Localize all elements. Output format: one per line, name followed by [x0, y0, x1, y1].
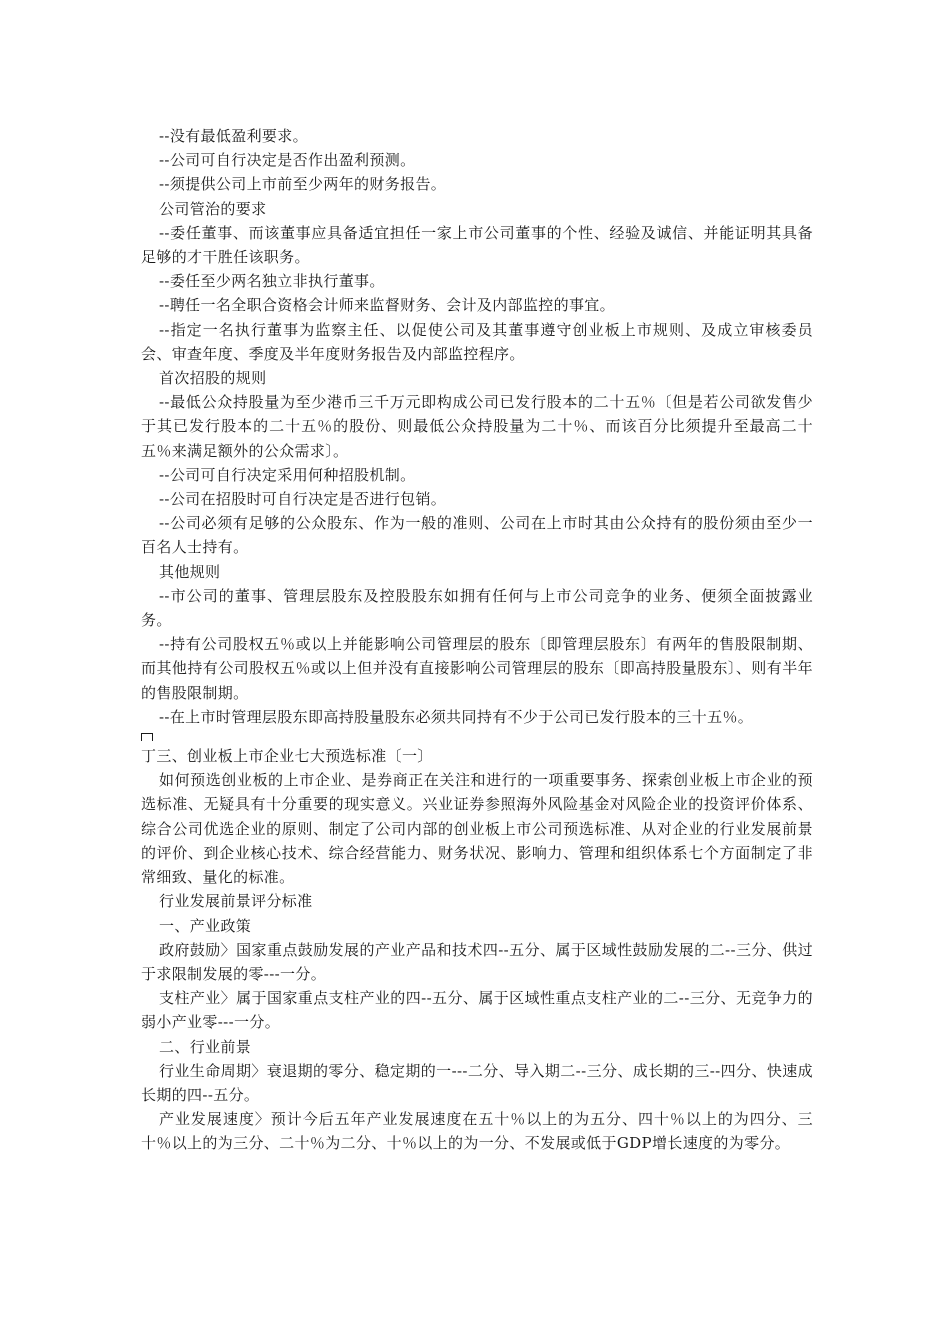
heading-ipo-rules: 首次招股的规则	[159, 369, 267, 388]
rule-public-float: --最低公众持股量为至少港币三千万元即构成公司已发行股本的二十五％〔但是若公司欲发售少于其已发行股本的二十五％的股份、则最低公众持股量为二十％、而该百分比须提升至最高二十五％来满足额外的公众需求〕。	[141, 393, 813, 460]
heading-governance: 公司管治的要求	[159, 199, 267, 218]
heading-other-rules: 其他规则	[159, 562, 221, 581]
rule-compliance-officer: --指定一名执行董事为监察主任、以促使公司及其董事遵守创业板上市规则、及成立审核委员会、审查年度、季度及半年度财务报告及内部监控程序。	[141, 320, 813, 363]
heading-industry-policy: 一、产业政策	[159, 916, 252, 935]
rule-public-shareholders: --公司必须有足够的公众股东、作为一般的准则、公司在上市时其由公众持有的股份须由至少一百名人士持有。	[141, 514, 813, 557]
rule-no-min-profit: --没有最低盈利要求。	[159, 127, 308, 145]
criterion-government-encouragement: 政府鼓励〉国家重点鼓励发展的产业产品和技术四--五分、属于区域性鼓励发展的二--三分、供过于求限制发展的零---一分。	[141, 940, 813, 983]
heading-industry-outlook: 二、行业前景	[159, 1037, 252, 1056]
document-body	[141, 124, 813, 1156]
section-heading: 丁三、创业板上市企业七大预选标准〔一〕	[141, 747, 433, 766]
rule-competing-business: --市公司的董事、管理层股东及控股股东如拥有任何与上市公司竞争的业务、便须全面披露业务。	[141, 586, 813, 630]
rule-combined-holding: --在上市时管理层股东即高持股量股东必须共同持有不少于公司已发行股本的三十五％。	[159, 707, 754, 726]
rule-financial-report: --须提供公司上市前至少两年的财务报告。	[159, 175, 447, 194]
criterion-pillar-industry: 支柱产业〉属于国家重点支柱产业的四--五分、属于区域性重点支柱产业的二--三分、无竞争力的弱小产业零---一分。	[141, 989, 813, 1032]
rule-appoint-director: --委任董事、而该董事应具备适宜担任一家上市公司董事的个性、经验及诚信、并能证明其具备足够的才干胜任该职务。	[141, 223, 813, 267]
rule-independent-director: --委任至少两名独立非执行董事。	[159, 272, 385, 291]
rule-profit-forecast: --公司可自行决定是否作出盈利预测。	[159, 151, 416, 170]
rule-accountant: --聘任一名全职合资格会计师来监督财务、会计及内部监控的事宜。	[159, 296, 615, 315]
criterion-growth-speed: 产业发展速度〉预计今后五年产业发展速度在五十％以上的为五分、四十％以上的为四分、三十％以上的为三分、二十％为二分、十％以上的为一分、不发展或低于GDP增长速度的为零分。	[141, 1110, 813, 1153]
rule-underwriting: --公司在招股时可自行决定是否进行包销。	[159, 490, 447, 509]
section-break-mark	[141, 733, 153, 741]
heading-industry-scoring: 行业发展前景评分标准	[159, 892, 313, 911]
rule-offering-mechanism: --公司可自行决定采用何种招股机制。	[159, 465, 416, 484]
intro-paragraph: 如何预选创业板的上市企业、是券商正在关注和进行的一项重要事务、探索创业板上市企业的预选标准、无疑具有十分重要的现实意义。兴业证券参照海外风险基金对风险企业的投资评价体系、综合公司优选企业的原则、制定了公司内部的创业板上市公司预选标准、从对企业的行业发展前景的评价、到企业核心技术、综合经营能力、财务状况、影响力、管理和组织体系七个方面制定了非常细致、量化的标准。	[141, 771, 813, 887]
rule-lockup-period: --持有公司股权五％或以上并能影响公司管理层的股东〔即管理层股东〕有两年的售股限制期、而其他持有公司股权五％或以上但并没有直接影响公司管理层的股东〔即高持股量股东〕、则有半年的售股限制期。	[141, 635, 813, 702]
criterion-life-cycle: 行业生命周期〉衰退期的零分、稳定期的一---二分、导入期二--三分、成长期的三--四分、快速成长期的四--五分。	[141, 1061, 813, 1104]
